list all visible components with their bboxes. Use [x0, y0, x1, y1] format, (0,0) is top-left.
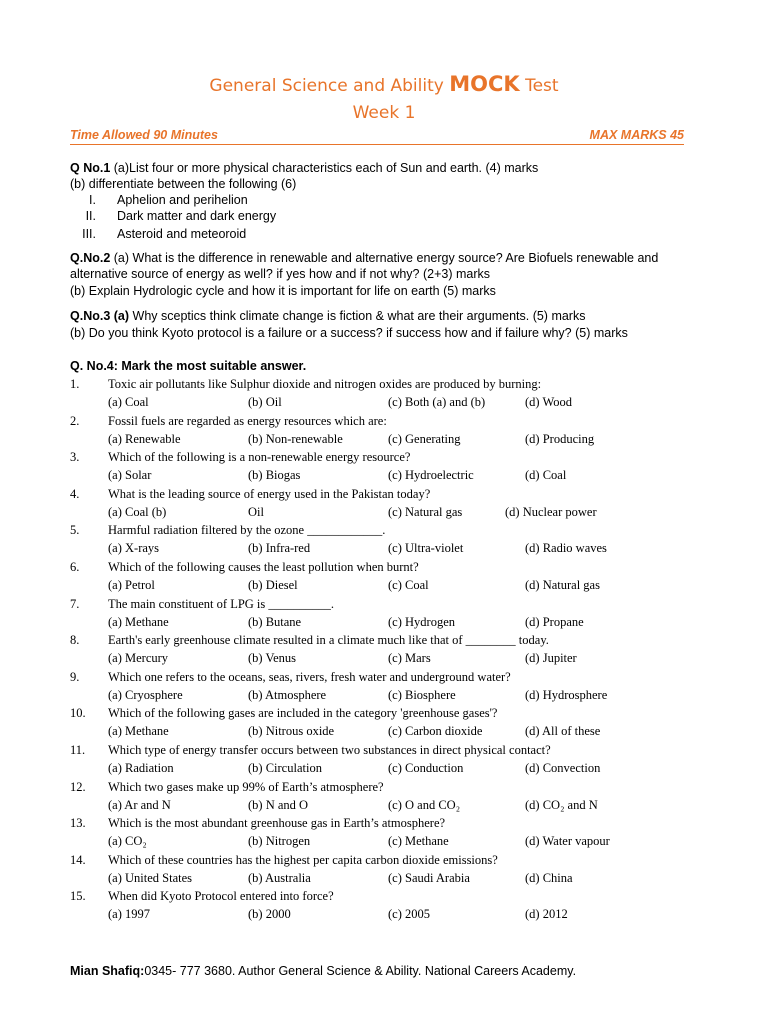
mcq-option: (d) Radio waves	[525, 541, 607, 556]
q3-line-1	[70, 309, 585, 323]
time-allowed: Time Allowed 90 Minutes	[70, 128, 218, 142]
mcq-option: (d) Wood	[525, 395, 573, 409]
mcq-option: (c) Mars	[388, 651, 431, 666]
title-mock: MOCK	[449, 72, 520, 96]
mcq-number: 15.	[70, 889, 86, 904]
q1-item-num: II.	[85, 209, 96, 223]
exam-meta	[70, 128, 684, 145]
mcq-option: (d) Nuclear power	[505, 504, 597, 519]
q2-line-2: alternative source of energy as well? if yes how and if not why? (2+3) marks	[70, 267, 490, 281]
mcq-option: (c) Generating	[388, 431, 461, 446]
mcq-question-text: Harmful radiation filtered by the ozone ____________.	[108, 523, 386, 538]
mcq-option: (c) Methane	[388, 834, 449, 849]
mcq-number: 13.	[70, 816, 86, 831]
mcq-option: (c) Saudi Arabia	[388, 870, 470, 885]
footer-text: 0345- 777 3680. Author General Science & Ability. National Careers Academy.	[144, 964, 577, 978]
mcq-question-text: Which of the following causes the least pollution when burnt?	[108, 560, 419, 574]
mcq-question-text: Which of the following is a non-renewable energy resource?	[108, 450, 411, 465]
mcq-option: (c) Hydroelectric	[388, 468, 474, 483]
mcq-number: 12.	[70, 779, 86, 794]
mcq-option: (a) CO₂	[108, 834, 147, 849]
mcq-option: (a) Renewable	[108, 431, 181, 446]
page-title	[0, 72, 768, 96]
mcq-number: 10.	[70, 706, 86, 721]
q1-item-num: III.	[82, 227, 96, 241]
q3-text-1: Why sceptics think climate change is fiction & what are their arguments. (5) marks	[129, 309, 586, 323]
mcq-option: (c) Coal	[388, 578, 429, 592]
mcq-option: (c) Biosphere	[388, 687, 456, 702]
mcq-option: (a) Coal (b)	[108, 504, 167, 519]
mcq-option: (a) Radiation	[108, 761, 174, 775]
mcq-option: (d) CO₂ and N	[525, 797, 598, 812]
mcq-option: (c) Natural gas	[388, 504, 463, 519]
mcq-option: (a) Cryosphere	[108, 687, 183, 702]
mcq-question-text: Which type of energy transfer occurs between two substances in direct physical contact?	[108, 743, 551, 757]
mcq-option: (a) Methane	[108, 614, 169, 629]
mcq-number: 2.	[70, 413, 80, 428]
mcq-question-text: Earth's early greenhouse climate resulted in a climate much like that of ________ today.	[108, 633, 549, 648]
mcq-question-text: Which of the following gases are included in the category 'greenhouse gases'?	[108, 706, 498, 721]
mcq-option: (a) Methane	[108, 724, 169, 739]
mcq-option: (a) Ar and N	[108, 797, 171, 812]
mcq-option: (b) Australia	[248, 870, 311, 885]
mcq-option: (b) Oil	[248, 395, 282, 409]
mcq-number: 4.	[70, 486, 80, 501]
mcq-option: (b) Butane	[248, 614, 302, 629]
mcq-option: (b) Atmosphere	[248, 687, 327, 702]
mcq-option: (d) Water vapour	[525, 834, 610, 849]
max-marks: MAX MARKS 45	[589, 128, 684, 142]
mcq-option: (d) Propane	[525, 614, 584, 629]
mcq-number: 3.	[70, 450, 80, 465]
mcq-option: (b) Biogas	[248, 468, 301, 483]
mcq-option: (b) Diesel	[248, 578, 298, 592]
mcq-question-text: Toxic air pollutants like Sulphur dioxide and nitrogen oxides are produced by burning:	[108, 377, 542, 391]
mcq-number: 7.	[70, 596, 80, 611]
title-text-1: General Science and Ability	[209, 76, 450, 96]
mcq-option: (c) Carbon dioxide	[388, 724, 483, 739]
mcq-option: (a) Coal	[108, 395, 149, 409]
q1-item-text: Dark matter and dark energy	[117, 209, 277, 223]
mcq-option: Oil	[248, 504, 264, 519]
mcq-option: (d) 2012	[525, 907, 568, 922]
mcq-option: (d) Hydrosphere	[525, 687, 608, 702]
mcq-number: 14.	[70, 852, 86, 867]
q1-label: Q No.1	[70, 161, 111, 175]
mcq-question-text: What is the leading source of energy used in the Pakistan today?	[108, 486, 431, 501]
mcq-option: (b) Nitrogen	[248, 834, 311, 849]
q2-label: Q.No.2	[70, 251, 111, 265]
title-text-2: Test	[519, 76, 559, 96]
mcq-question-text: Which is the most abundant greenhouse gas in Earth’s atmosphere?	[108, 816, 446, 831]
mcq-option: (a) Petrol	[108, 578, 155, 592]
mcq-option: (c) Conduction	[388, 761, 464, 775]
mcq-option: (d) Natural gas	[525, 578, 600, 592]
mcq-option: (a) 1997	[108, 907, 150, 922]
q1-item-text: Asteroid and meteoroid	[117, 227, 247, 241]
q1-part-b: (b) differentiate between the following (6)	[70, 177, 297, 191]
mcq-option: (a) X-rays	[108, 541, 160, 556]
mcq-option: (a) Solar	[108, 468, 152, 483]
mcq-option: (b) Nitrous oxide	[248, 724, 335, 739]
mcq-number: 1.	[70, 377, 80, 391]
q1-line	[70, 161, 538, 175]
mcq-number: 9.	[70, 669, 80, 684]
mcq-option: (b) Venus	[248, 651, 297, 666]
q3-label: Q.No.3 (a)	[70, 309, 130, 323]
mcq-option: (a) United States	[108, 870, 193, 885]
mcq-question-text: Which of these countries has the highest per capita carbon dioxide emissions?	[108, 852, 498, 867]
mcq-option: (b) N and O	[248, 797, 309, 812]
footer	[70, 964, 576, 978]
q2-line-3: (b) Explain Hydrologic cycle and how it is important for life on earth (5) marks	[70, 284, 496, 298]
mcq-number: 11.	[70, 743, 86, 757]
q4-heading: Q. No.4: Mark the most suitable answer.	[70, 359, 307, 373]
mcq-option: (c) O and CO₂	[388, 797, 461, 812]
mcq-option: (d) China	[525, 870, 573, 885]
mcq-option: (d) Jupiter	[525, 651, 577, 666]
mcq-question-text: Which two gases make up 99% of Earth’s atmosphere?	[108, 779, 384, 794]
mcq-question-text: Fossil fuels are regarded as energy resources which are:	[108, 413, 387, 428]
mcq-number: 5.	[70, 523, 80, 538]
mcq-question-text: The main constituent of LPG is __________.	[108, 596, 335, 611]
mcq-option: (c) Hydrogen	[388, 614, 455, 629]
page-subtitle: Week 1	[352, 103, 416, 123]
mcq-option: (d) All of these	[525, 724, 601, 739]
mcq-option: (c) 2005	[388, 907, 430, 922]
mcq-option: (d) Convection	[525, 761, 601, 775]
footer-name: Mian Shafiq:	[70, 964, 145, 978]
mcq-number: 6.	[70, 560, 80, 574]
q1-item-text: Aphelion and perihelion	[117, 193, 248, 207]
mcq-option: (c) Ultra-violet	[388, 541, 464, 556]
mcq-number: 8.	[70, 633, 80, 648]
mcq-option: (b) Infra-red	[248, 541, 311, 556]
mcq-option: (b) Circulation	[248, 761, 322, 775]
mcq-option: (d) Producing	[525, 431, 595, 446]
mcq-option: (c) Both (a) and (b)	[388, 395, 486, 409]
q2-line-1	[70, 251, 658, 265]
mcq-option: (d) Coal	[525, 468, 567, 483]
mcq-question-text: When did Kyoto Protocol entered into force?	[108, 889, 334, 904]
q1-item-num: I.	[89, 193, 96, 207]
q3-line-2: (b) Do you think Kyoto protocol is a failure or a success? if success how and if failure why? (5) marks	[70, 326, 628, 340]
mcq-option: (b) Non-renewable	[248, 431, 343, 446]
mcq-option: (b) 2000	[248, 907, 291, 922]
mcq-option: (a) Mercury	[108, 651, 169, 666]
mcq-question-text: Which one refers to the oceans, seas, rivers, fresh water and underground water?	[108, 669, 511, 684]
q1-text: (a)List four or more physical characteristics each of Sun and earth. (4) marks	[110, 161, 539, 175]
q2-text-1: (a) What is the difference in renewable and alternative energy source? Are Biofuels renewable and	[110, 251, 659, 265]
